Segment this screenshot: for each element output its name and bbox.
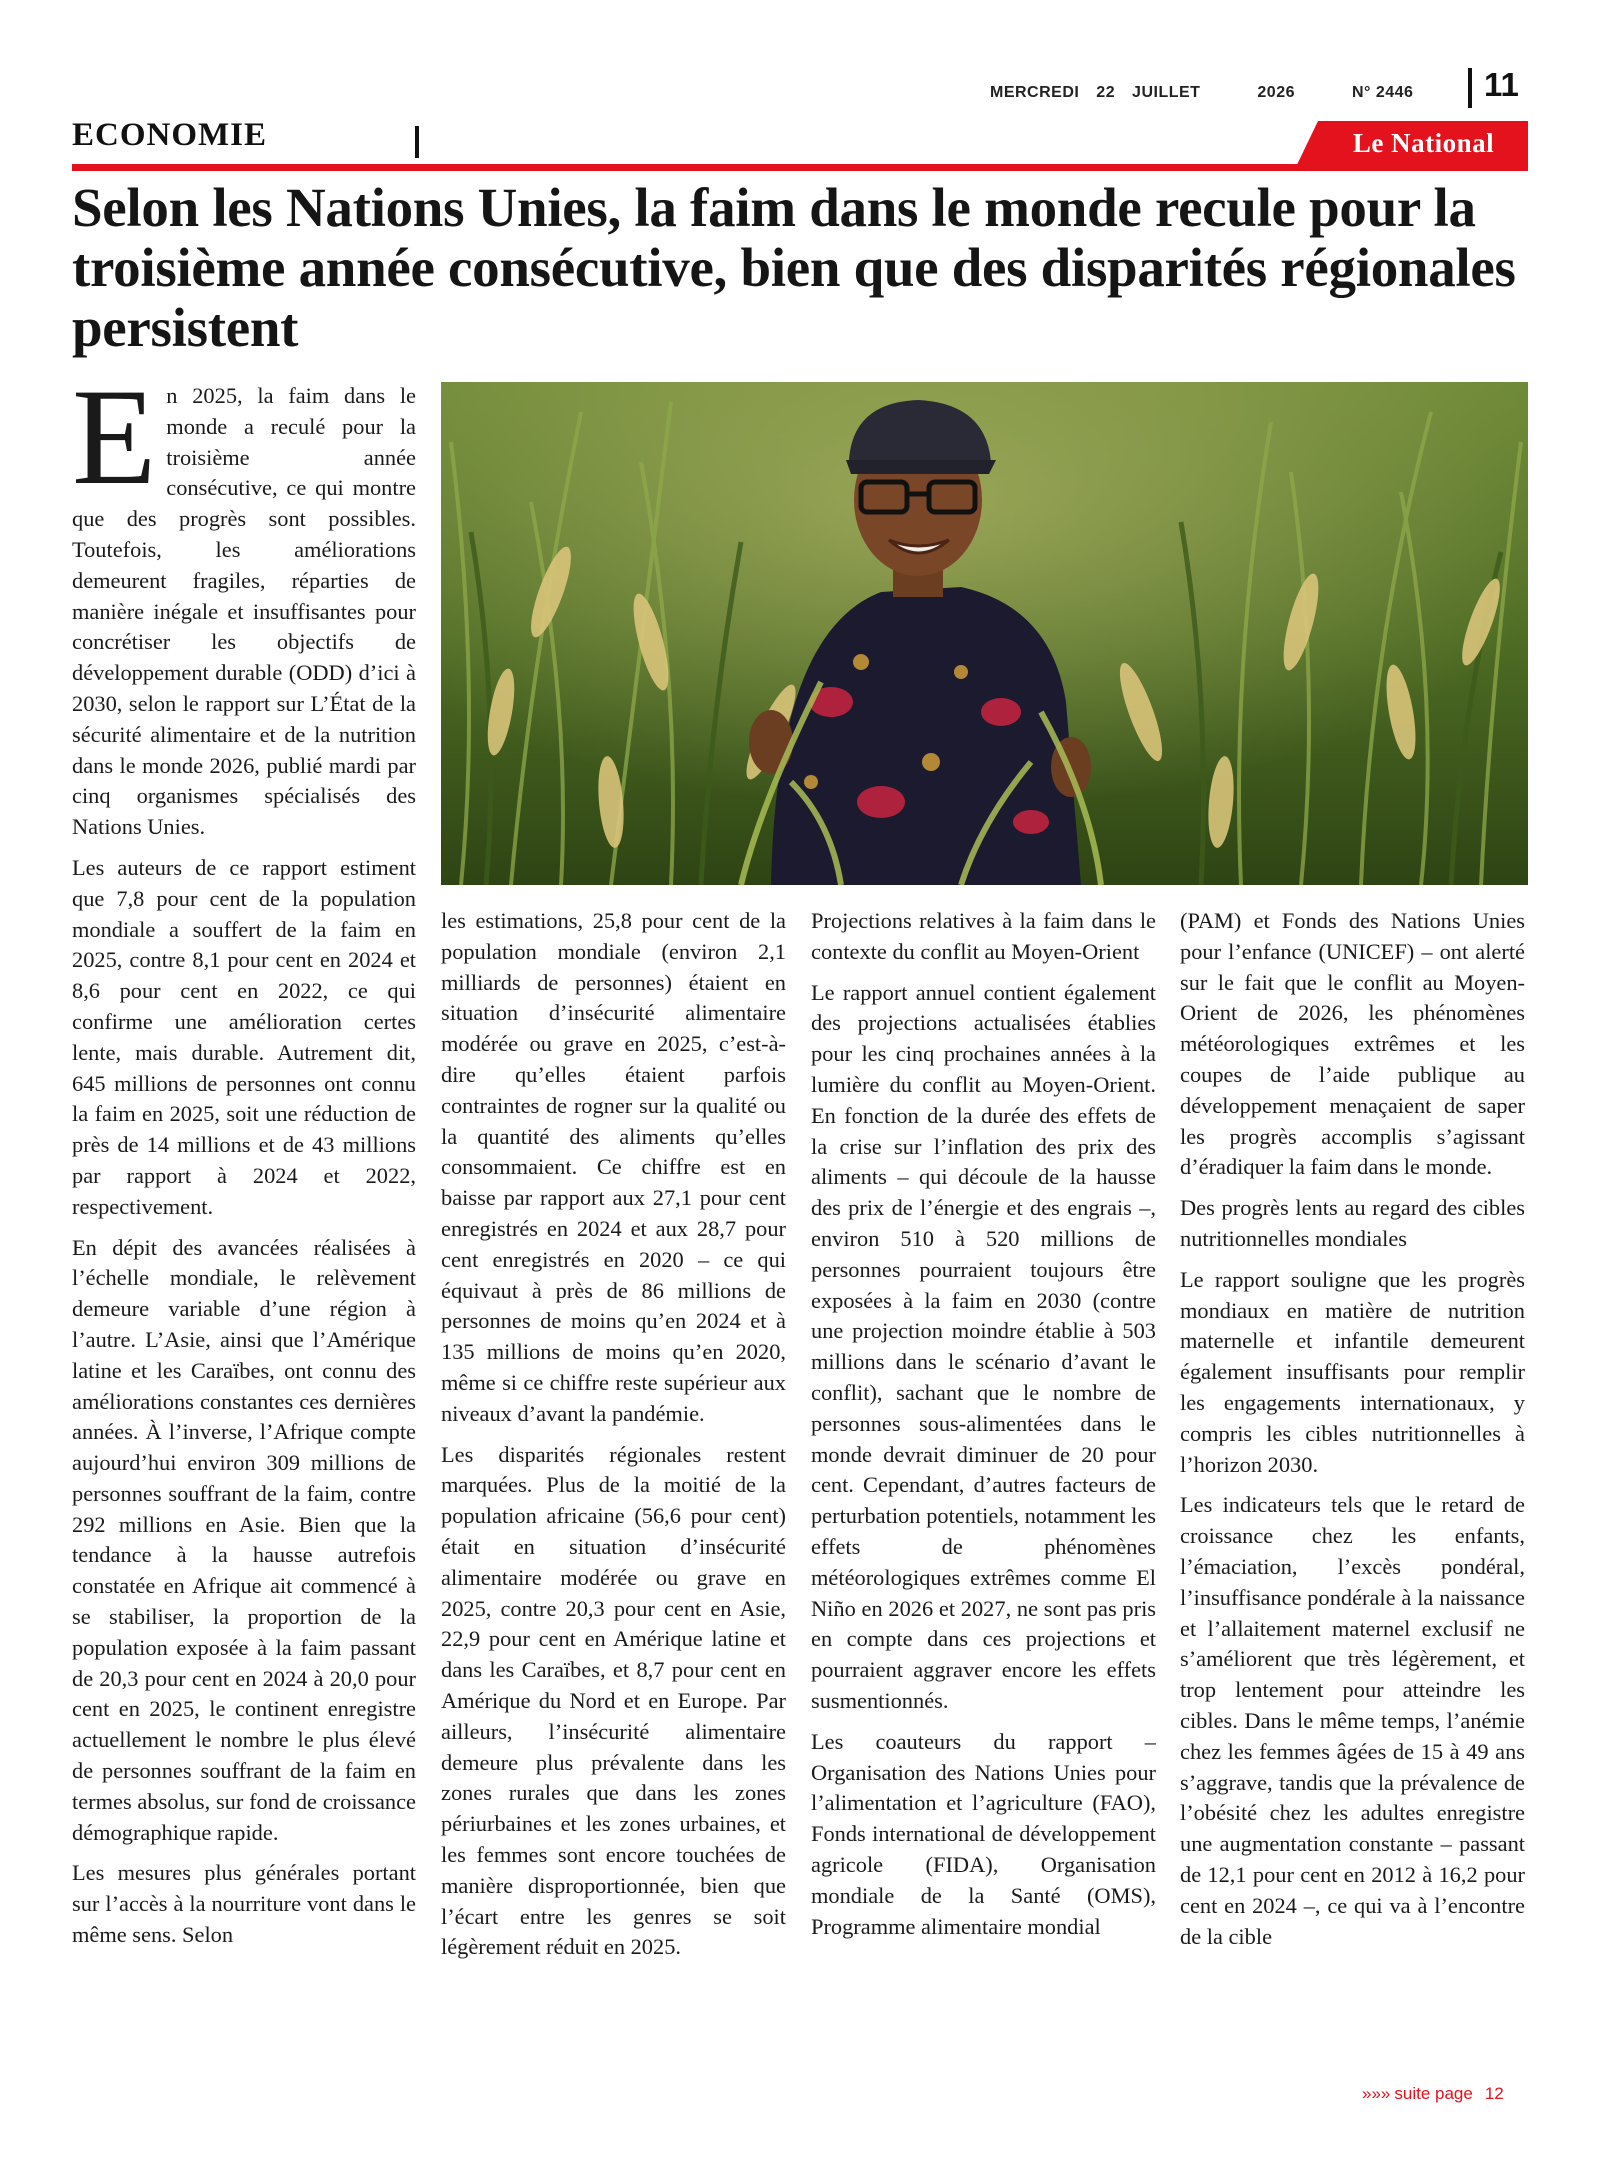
dateline bbox=[990, 84, 1413, 102]
article-column-4 bbox=[1180, 906, 1525, 1962]
newspaper-brand: Le National bbox=[1352, 128, 1495, 158]
header-red-rule bbox=[72, 164, 1528, 171]
article-photo bbox=[441, 382, 1528, 885]
article-paragraph: En dépit des avancées réalisées à l’échelle mondiale, le relèvement demeure variable d’une région à l’autre. L’Asie, ainsi que l’Amérique latine et les Caraïbes, ont connu des améliorations constantes ces dernières années. À l’inverse, l’Afrique compte aujourd’hui environ 309 millions de personnes souffrant de la faim, contre 292 millions en Asie. Bien que la tendance à la hausse autrefois constatée en Afrique ait commencé à se stabiliser, la proportion de la population exposée à la faim passant de 20,3 pour cent en 2024 à 20,0 pour cent en 2025, le continent enregistre actuellement le nombre le plus élevé de personnes souffrant de la faim en termes absolus, sur fond de croissance démographique rapide. bbox=[72, 1234, 416, 1845]
article-paragraph: Les mesures plus générales portant sur l’accès à la nourriture vont dans le même sens. Selon bbox=[72, 1860, 416, 1948]
article-headline: Selon les Nations Unies, la faim dans le monde recule pour la troisième année consécutive, bien que des disparités régionales persistent bbox=[72, 177, 1516, 358]
page-number: 11 bbox=[1484, 66, 1519, 103]
article-paragraph: Le rapport annuel contient également des projections actualisées établies pour les cinq prochaines années à la lumière du conflit au Moyen-Orient. En fonction de la durée des effets de la crise sur l’inflation des prix des aliments – qui découle de la hausse des prix de l’énergie et des engrais –, environ 510 à 520 millions de personnes pourraient toujours être exposées à la faim en 2030 (contre une projection moindre établie à 503 millions dans le scénario d’avant le conflit), sachant que le nombre de personnes sous-alimentées dans le monde devrait diminuer de 20 pour cent. Cependant, d’autres facteurs de perturbation potentiels, notamment les effets de phénomènes météorologiques extrêmes comme El Niño en 2026 et 2027, ne sont pas pris en compte dans ces projections et pourraient aggraver encore les effets susmentionnés. bbox=[811, 979, 1156, 1713]
date-month: JUILLET bbox=[1132, 84, 1201, 101]
article-column-1 bbox=[72, 360, 416, 1961]
continued-arrows-icon: »»» bbox=[1362, 2084, 1391, 2103]
subheading: Des progrès lents au regard des cibles nutritionnelles mondiales bbox=[1180, 1195, 1525, 1251]
page-number-divider bbox=[1468, 68, 1472, 108]
drop-cap: E bbox=[72, 360, 157, 513]
date-number: 22 bbox=[1096, 84, 1116, 101]
article-paragraph: les estimations, 25,8 pour cent de la population mondiale (environ 2,1 milliards de personnes) étaient en situation d’insécurité alimentaire modérée ou grave en 2025, c’est-à-dire qu’elles étaient parfois contraintes de rogner sur la qualité ou la quantité des aliments qu’elles consommaient. Ce chiffre est en baisse par rapport aux 27,1 pour cent enregistrés en 2024 et aux 28,7 pour cent enregistrés en 2020 – ce qui équivaut à près de 86 millions de personnes de moins qu’en 2024 et à 135 millions de moins qu’en 2020, même si ce chiffre reste supérieur aux niveaux d’avant la pandémie. bbox=[441, 908, 786, 1426]
article-paragraph: Les coauteurs du rapport – Organisation des Nations Unies pour l’alimentation et l’agriculture (FAO), Fonds international de développement agricole (FIDA), Organisation mondiale de la Santé (OMS), Programme alimentaire mondial bbox=[811, 1728, 1156, 1939]
article-paragraph bbox=[72, 360, 416, 843]
section-label: ECONOMIE bbox=[72, 117, 268, 153]
article-column-3 bbox=[811, 906, 1156, 1952]
date-year: 2026 bbox=[1257, 84, 1295, 101]
subheading: Projections relatives à la faim dans le contexte du conflit au Moyen-Orient bbox=[811, 908, 1156, 964]
continued-page: 12 bbox=[1484, 2084, 1504, 2103]
article-paragraph: Les auteurs de ce rapport estiment que 7,8 pour cent de la population mondiale a souffert de la faim en 2025, contre 8,1 pour cent en 2024 et 8,6 pour cent en 2022, ce qui confirme une amélioration certes lente, mais durable. Autrement dit, 645 millions de personnes ont connu la faim en 2025, soit une réduction de près de 14 millions et de 43 millions par rapport à 2024 et 2022, respectivement. bbox=[72, 854, 416, 1219]
continued-link[interactable] bbox=[1362, 2084, 1504, 2104]
article-paragraph: Les indicateurs tels que le retard de croissance chez les enfants, l’émaciation, l’excès pondéral, l’insuffisance pondérale à la naissance et l’allaitement maternel exclusif ne s’améliorent que très légèrement, et trop lentement pour atteindre les cibles. Dans le même temps, l’anémie chez les femmes âgées de 15 à 49 ans s’aggrave, tandis que la prévalence de l’obésité chez les adultes enregistre une augmentation constante – passant de 12,1 pour cent en 2012 à 16,2 pour cent en 2024 –, ce qui va à l’encontre de la cible bbox=[1180, 1492, 1525, 1949]
article-paragraph: Le rapport souligne que les progrès mondiaux en matière de nutrition maternelle et infantile demeurent également insuffisants pour remplir les engagements internationaux, y compris les cibles nutritionnelles à l’horizon 2030. bbox=[1180, 1266, 1525, 1477]
article-paragraph: Les disparités régionales restent marquées. Plus de la moitié de la population africaine (56,6 pour cent) était en situation d’insécurité alimentaire modérée ou grave en 2025, contre 20,3 pour cent en Asie, 22,9 pour cent en Amérique latine et dans les Caraïbes, et 8,7 pour cent en Amérique du Nord et en Europe. Par ailleurs, l’insécurité alimentaire demeure plus prévalente dans les zones rurales que dans les zones périurbaines et les zones urbaines, et les femmes sont encore touchées de manière disproportionnée, bien que l’écart entre les genres se soit légèrement réduit en 2025. bbox=[441, 1441, 786, 1960]
article-column-2 bbox=[441, 906, 786, 1973]
article-paragraph: (PAM) et Fonds des Nations Unies pour l’enfance (UNICEF) – ont alerté sur le fait que le conflit au Moyen-Orient de 2026, les phénomènes météorologiques extrêmes et les coupes de l’aide publique au développement menaçaient de saper les progrès accomplis s’agissant d’éradiquer la faim dans le monde. bbox=[1180, 908, 1525, 1180]
continued-label: suite page bbox=[1394, 2084, 1473, 2103]
paragraph-text: n 2025, la faim dans le monde a reculé pour la troisième année consécutive, ce qui montre que des progrès sont possibles. Toutefois, les améliorations demeurent fragiles, réparties de manière inégale et insuffisantes pour concrétiser les objectifs de développement durable (ODD) d’ici à 2030, selon le rapport sur L’État de la sécurité alimentaire et de la nutrition dans le monde 2026, publié mardi par cinq organismes spécialisés des Nations Unies. bbox=[72, 383, 416, 840]
section-divider bbox=[415, 126, 419, 158]
issue-number: N° 2446 bbox=[1351, 84, 1414, 101]
date-day: MERCREDI bbox=[990, 84, 1080, 101]
